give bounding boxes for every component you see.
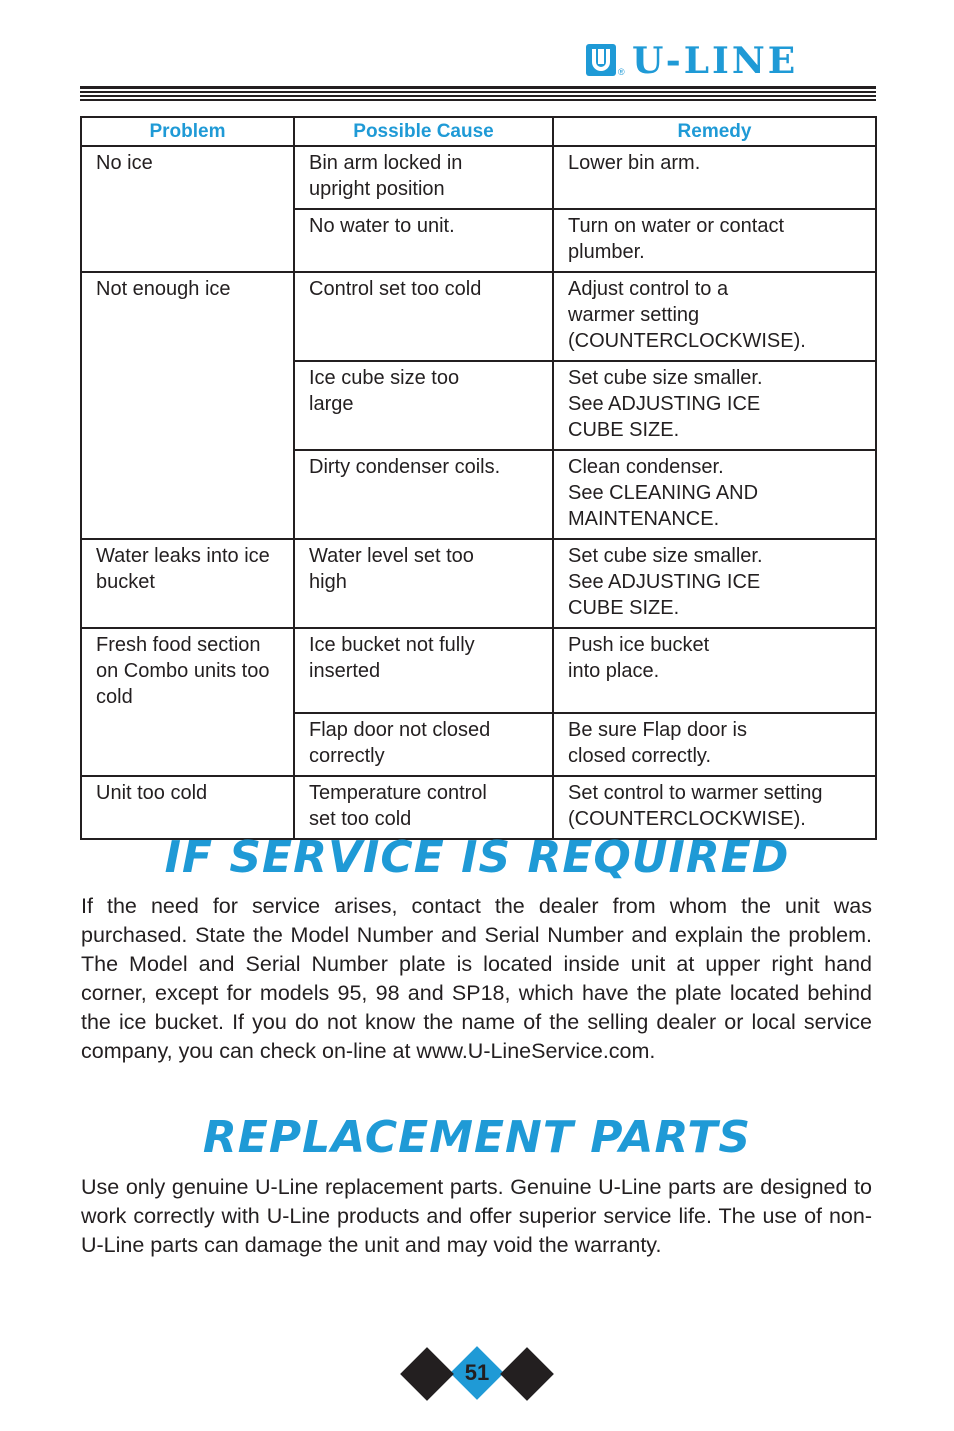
cause-line: correctly [309,745,385,767]
remedy-line: Set control to warmer setting [568,782,823,804]
cause-line: Ice cube size too [309,367,460,389]
cause-line: Dirty condenser coils. [309,456,501,478]
cause-line: set too cold [309,808,412,830]
remedy-line: Be sure Flap door is [568,719,747,741]
table-row [81,146,876,209]
remedy-line: CUBE SIZE. [568,597,680,619]
brand-logo [586,42,878,82]
problem-cell: Fresh food section on Combo units too cold [81,628,294,776]
remedy-line: Turn on water or contact [568,215,785,237]
remedy-line: Clean condenser. [568,456,724,478]
cause-cell [294,776,553,839]
cause-line: No water to unit. [309,215,455,237]
table-row [81,539,876,628]
remedy-line: into place. [568,660,660,682]
remedy-line: MAINTENANCE. [568,508,720,530]
header-rule [80,86,876,89]
remedy-cell [553,209,876,272]
cause-cell [294,361,553,450]
remedy-cell [553,361,876,450]
cause-line: Ice bucket not fully [309,634,475,656]
header-possible-cause: Possible Cause [294,117,553,146]
remedy-line: See ADJUSTING ICE [568,571,761,593]
remedy-line: (COUNTERCLOCKWISE). [568,330,806,352]
problem-cell: Not enough ice [81,272,294,539]
header-rule [80,95,876,97]
cause-line: Temperature control [309,782,487,804]
cause-cell [294,713,553,776]
remedy-cell [553,146,876,209]
table-header-row [81,117,876,146]
cause-line: Control set too cold [309,278,482,300]
u-logo-icon [586,44,616,76]
diamond-left-icon [400,1347,454,1401]
cause-line: large [309,393,354,415]
cause-cell [294,628,553,713]
remedy-line: See CLEANING AND [568,482,759,504]
cause-line: upright position [309,178,445,200]
service-paragraph: If the need for service arises, contact the dealer from whom the unit was purchased. State the Model Number and Serial Number and explain the problem. The Model and Serial Number plate is located inside unit at upper right hand corner, except for models 95, 98 and SP18, which have the plate located behind the ice bucket. If you do not know the name of the selling dealer or local service company, you can check on-line at www.U-LineService.com. [81,894,872,1063]
table-row [81,272,876,361]
problem-cell: Unit too cold [81,776,294,839]
cause-cell [294,539,553,628]
cause-cell [294,450,553,539]
header-remedy: Remedy [553,117,876,146]
remedy-line: closed correctly. [568,745,712,767]
remedy-cell [553,628,876,713]
table-row [81,628,876,713]
remedy-line: Set cube size smaller. [568,545,763,567]
remedy-line: Lower bin arm. [568,152,701,174]
remedy-line: warmer setting [568,304,700,326]
cause-cell [294,209,553,272]
header-rule [80,91,876,93]
problem-cell: Water leaks into ice bucket [81,539,294,628]
cause-line: inserted [309,660,381,682]
replacement-parts-paragraph: Use only genuine U-Line replacement parts. Genuine U-Line parts are designed to work correctly with U-Line products and offer superior service life. The use of non-U-Line parts can damage the unit and may void the warranty. [81,1175,872,1257]
cause-cell [294,272,553,361]
troubleshooting-table [80,116,877,840]
remedy-line: Push ice bucket [568,634,710,656]
table-row [81,776,876,839]
problem-cell: No ice [81,146,294,272]
page-number-badge [400,1346,555,1402]
diamond-right-icon [500,1347,554,1401]
remedy-cell [553,776,876,839]
header-rule [80,99,876,101]
replacement-parts-heading: REPLACEMENT PARTS [202,1112,752,1163]
header-problem: Problem [81,117,294,146]
cause-line: Flap door not closed [309,719,491,741]
remedy-line: CUBE SIZE. [568,419,680,441]
page-number: 51 [450,1346,504,1400]
remedy-line: plumber. [568,241,645,263]
remedy-cell [553,539,876,628]
remedy-cell [553,450,876,539]
cause-line: high [309,571,347,593]
cause-line: Water level set too [309,545,474,567]
brand-name: U-LINE [632,40,799,82]
cause-cell [294,146,553,209]
registered-mark: ® [618,67,625,77]
remedy-cell [553,713,876,776]
remedy-line: See ADJUSTING ICE [568,393,761,415]
service-heading: IF SERVICE IS REQUIRED [164,832,790,883]
remedy-line: (COUNTERCLOCKWISE). [568,808,806,830]
remedy-line: Set cube size smaller. [568,367,763,389]
remedy-line: Adjust control to a [568,278,729,300]
remedy-cell [553,272,876,361]
cause-line: Bin arm locked in [309,152,463,174]
